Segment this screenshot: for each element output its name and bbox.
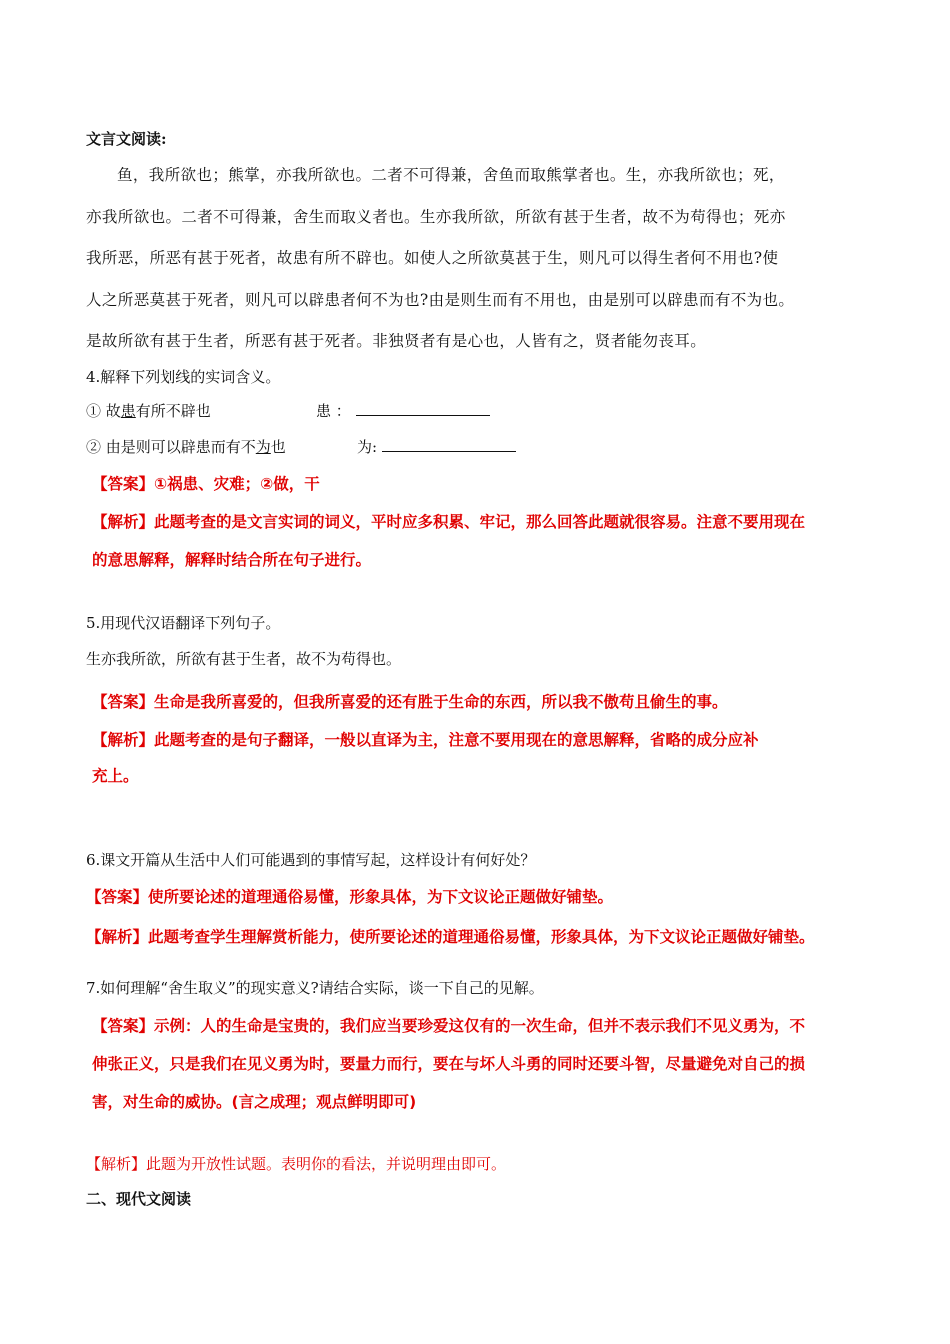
item-1-pre: ① 故: [86, 402, 121, 420]
section-title-modern-reading: 二、现代文阅读: [86, 1190, 192, 1208]
question-7-answer-line-2: 伸张正义，只是我们在见义勇为时，要量力而行，要在与坏人斗勇的同时还要斗智，尽量避免对自己的损: [92, 1055, 806, 1073]
question-4-prompt: 4.解释下列划线的实词含义。: [86, 368, 281, 386]
item-2-label: 为:: [357, 438, 378, 456]
passage-line-2: 亦我所欲也。二者不可得兼，舍生而取义者也。生亦我所欲，所欲有甚于生者，故不为苟得也；死亦: [86, 208, 786, 226]
question-7-analysis: 【解析】此题为开放性试题。表明你的看法，并说明理由即可。: [86, 1155, 507, 1173]
passage-line-4: 人之所恶莫甚于死者，则凡可以辟患者何不为也?由是则生而有不用也，由是别可以辟患而有不为也。: [86, 291, 795, 309]
question-5-analysis-line-2: 充上。: [92, 767, 139, 785]
question-4-analysis-line-1: 【解析】此题考查的是文言实词的词义，平时应多积累、牢记，那么回答此题就很容易。注意不要用现在: [92, 513, 806, 531]
section-title-classical-reading: 文言文阅读:: [86, 130, 167, 148]
question-4-item-2-answer: [357, 436, 516, 457]
question-7-answer-line-1: 【答案】示例：人的生命是宝贵的，我们应当要珍爱这仅有的一次生命，但并不表示我们不见义勇为，不: [92, 1017, 806, 1035]
item-1-underlined-word: 患: [120, 402, 136, 420]
question-6-analysis: 【解析】此题考查学生理解赏析能力，使所要论述的道理通俗易懂，形象具体，为下文议论正题做好铺垫。: [86, 928, 815, 946]
question-4-answer: 【答案】①祸患、灾难；②做，干: [92, 475, 320, 493]
question-6-prompt: 6.课文开篇从生活中人们可能遇到的事情写起，这样设计有何好处？: [86, 851, 536, 869]
item-2-blank[interactable]: [382, 437, 516, 452]
question-4-item-2: [86, 436, 286, 457]
passage-line-1: 鱼，我所欲也；熊掌，亦我所欲也。二者不可得兼，舍鱼而取熊掌者也。生，亦我所欲也；死，: [117, 166, 785, 184]
question-4-item-1-answer: [316, 400, 490, 421]
passage-line-3: 我所恶，所恶有甚于死者，故患有所不辟也。如使人之所欲莫甚于生，则凡可以得生者何不用也?使: [86, 249, 779, 267]
item-1-label: 患 ：: [316, 402, 351, 420]
item-2-post: 也: [270, 438, 286, 456]
question-7-answer-line-3: 害，对生命的威协。(言之成理；观点鲜明即可): [92, 1093, 417, 1111]
question-5-answer: 【答案】生命是我所喜爱的，但我所喜爱的还有胜于生命的东西，所以我不傲苟且偷生的事。: [92, 693, 728, 711]
question-5-analysis-line-1: 【解析】此题考查的是句子翻译，一般以直译为主，注意不要用现在的意思解释，省略的成分应补: [92, 731, 759, 749]
item-1-post: 有所不辟也: [135, 402, 211, 420]
question-5-prompt: 5.用现代汉语翻译下列句子。: [86, 614, 281, 632]
question-6-answer: 【答案】使所要论述的道理通俗易懂，形象具体，为下文议论正题做好铺垫。: [86, 888, 614, 906]
item-2-pre: ② 由是则可以辟患而有不: [86, 438, 256, 456]
question-5-sentence: 生亦我所欲，所欲有甚于生者，故不为苟得也。: [86, 650, 402, 668]
question-4-item-1: [86, 400, 211, 421]
item-1-blank[interactable]: [356, 401, 490, 416]
passage-line-5: 是故所欲有甚于生者，所恶有甚于死者。非独贤者有是心也，人皆有之，贤者能勿丧耳。: [86, 332, 707, 350]
question-7-prompt: 7.如何理解“舍生取义”的现实意义?请结合实际，谈一下自己的见解。: [86, 979, 544, 997]
question-4-analysis-line-2: 的意思解释，解释时结合所在句子进行。: [92, 551, 372, 569]
item-2-underlined-word: 为: [255, 438, 271, 456]
